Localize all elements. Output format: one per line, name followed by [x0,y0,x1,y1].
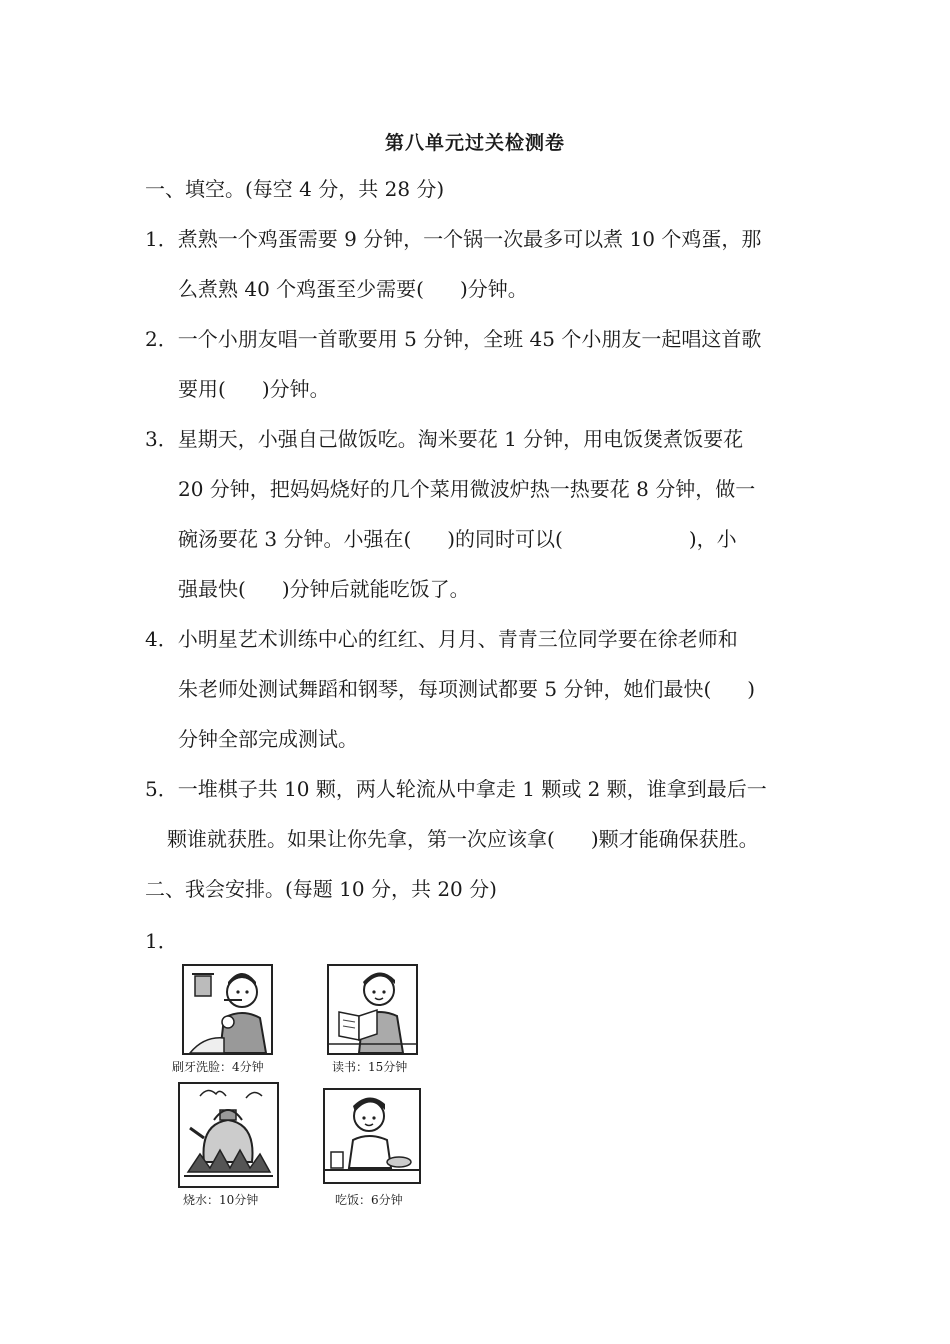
reading-book-icon [329,966,416,1053]
q4-line-1: 4．小明星艺术训练中心的红红、月月、青青三位同学要在徐老师和 [145,627,738,651]
q3-line-4: 强最快( )分钟后就能吃饭了。 [178,577,470,601]
brushing-teeth-icon [184,966,271,1053]
q3-line-1: 3．星期天，小强自己做饭吃。淘米要花 1 分钟，用电饭煲煮饭要花 [145,427,744,451]
section-1-heading: 一、填空。(每空 4 分，共 28 分) [145,177,445,201]
q1-line-1: 1．煮熟一个鸡蛋需要 9 分钟，一个锅一次最多可以煮 10 个鸡蛋，那 [145,227,762,251]
boiling-water-icon [180,1084,277,1186]
picture-boiling-water [178,1082,279,1188]
q3-line-2: 20 分钟，把妈妈烧好的几个菜用微波炉热一热要花 8 分钟，做一 [178,477,756,501]
q2-line-1: 2．一个小朋友唱一首歌要用 5 分钟，全班 45 个小朋友一起唱这首歌 [145,327,762,351]
q3-line-3: 碗汤要花 3 分钟。小强在( )的同时可以( )，小 [178,527,737,551]
picture-caption-3: 烧水：10分钟 [183,1193,259,1207]
q4-line-2: 朱老师处测试舞蹈和钢琴，每项测试都要 5 分钟，她们最快( ) [178,677,756,701]
q4-line-3: 分钟全部完成测试。 [178,727,358,751]
q5-line-1: 5．一堆棋子共 10 颗，两人轮流从中拿走 1 颗或 2 颗，谁拿到最后一 [145,777,767,801]
picture-brushing-teeth [182,964,273,1055]
s2-q1-number: 1． [145,929,178,953]
eating-meal-icon [325,1090,419,1182]
picture-caption-4: 吃饭：6分钟 [335,1193,403,1207]
picture-caption-2: 读书：15分钟 [332,1060,408,1074]
picture-reading [327,964,418,1055]
page-title: 第八单元过关检测卷 [384,132,565,154]
section-2-heading: 二、我会安排。(每题 10 分，共 20 分) [145,877,497,901]
q5-line-2: 颗谁就获胜。如果让你先拿，第一次应该拿( )颗才能确保获胜。 [167,827,759,851]
picture-caption-1: 刷牙洗脸：4分钟 [172,1060,264,1074]
picture-eating [323,1088,421,1184]
q2-line-2: 要用( )分钟。 [178,377,330,401]
q1-line-2: 么煮熟 40 个鸡蛋至少需要( )分钟。 [178,277,528,301]
